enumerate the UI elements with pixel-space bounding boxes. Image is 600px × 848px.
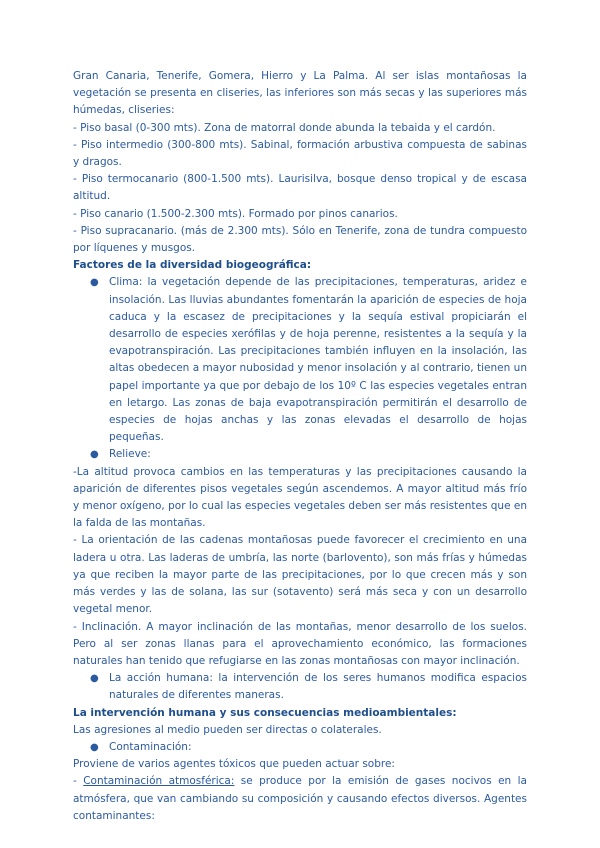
bullet-accion-humana: [73, 670, 527, 704]
bullet-relieve: [73, 446, 527, 463]
agentes-paragraph: Proviene de varios agentes tóxicos que pueden actuar sobre:: [73, 758, 395, 771]
bullet-icon: ●: [90, 277, 99, 289]
piso-basal: - Piso basal (0-300 mts). Zona de matorral donde abunda la tebaida y el cardón.: [73, 121, 496, 134]
atmosferica-text: se produce por la emisión de gases nocivos en la atmósfera, que van cambiando su composición y causando efectos diversos. Agentes contaminantes:: [73, 775, 527, 822]
relieve-orientacion: - La orientación de las cadenas montañosas puede favorecer el crecimiento en una ladera u otra. Las laderas de umbría, las norte (barlovento), son más frías y húmedas ya que reciben la mayor parte de las precipitaciones, por lo que crecen más y son más verdes y las de solana, las sur (sotavento) será más seca y con un desarrollo vegetal menor.: [73, 534, 527, 616]
bullet-clima: [73, 274, 527, 446]
contaminacion-atmosferica: [73, 773, 527, 825]
bullet-clima-text: Clima: la vegetación depende de las precipitaciones, temperaturas, aridez e insolación. Las lluvias abundantes fomentarán la aparición de especies de hoja caduca y la escasez de precipitaciones y la sequía estival propiciarán el desarrollo de especies xerófilas y de hoja perenne, resistentes a la sequía y la evapotranspiración. Las precipitaciones también influyen en la insolación, las altas obedecen a mayor nubosidad y menor insolación y al contrario, tienen un papel importante ya que por debajo de los 10º C las especies vegetales entran en letargo. Las zonas de baja evapotranspiración permitirán el desarrollo de especies de hojas anchas y las zonas elevadas el desarrollo de hojas pequeñas.: [109, 276, 527, 444]
heading-intervencion: La intervención humana y sus consecuencias medioambientales:: [73, 706, 457, 719]
bullet-contaminacion-text: Contaminación:: [109, 740, 192, 753]
atmosferica-term: Contaminación atmosférica:: [83, 775, 235, 788]
bullet-accion-text: La acción humana: la intervención de los seres humanos modifica espacios naturales de diferentes maneras.: [109, 672, 527, 702]
bullet-relieve-text: Relieve:: [109, 448, 151, 461]
atmosferica-prefix: -: [73, 775, 84, 788]
bullet-icon: ●: [90, 449, 99, 461]
bullet-icon: ●: [90, 741, 99, 753]
piso-canario: - Piso canario (1.500-2.300 mts). Formado por pinos canarios.: [73, 207, 398, 220]
relieve-inclinacion: - Inclinación. A mayor inclinación de las montañas, menor desarrollo de los suelos. Pero al ser zonas llanas para el aprovechamiento económico, las formaciones naturales han tenido que refugiarse en las zonas montañosas con mayor inclinación.: [73, 620, 527, 667]
heading-factores: Factores de la diversidad biogeográfica:: [73, 259, 312, 272]
intro-paragraph: Gran Canaria, Tenerife, Gomera, Hierro y La Palma. Al ser islas montañosas la vegetación se presenta en cliseries, las inferiores son más secas y las superiores más húmedas, cliseries:: [73, 70, 527, 117]
bullet-icon: ●: [90, 673, 99, 685]
piso-termocanario: - Piso termocanario (800-1.500 mts). Laurisilva, bosque denso tropical y de escasa altitud.: [73, 173, 527, 203]
document-page: [73, 68, 527, 825]
agresiones-paragraph: Las agresiones al medio pueden ser directas o colaterales.: [73, 723, 382, 736]
bullet-contaminacion: [73, 739, 527, 756]
piso-supracanario: - Piso supracanario. (más de 2.300 mts). Sólo en Tenerife, zona de tundra compuesto por líquenes y musgos.: [73, 224, 527, 255]
relieve-altitud: -La altitud provoca cambios en las temperaturas y las precipitaciones causando la aparición de diferentes pisos vegetales según ascendemos. A mayor altitud más frío y menor oxígeno, por lo cual las especies vegetales deben ser más resistentes que en la falda de las montañas.: [73, 465, 527, 530]
piso-intermedio: - Piso intermedio (300-800 mts). Sabinal, formación arbustiva compuesta de sabinas y dragos.: [73, 138, 527, 169]
